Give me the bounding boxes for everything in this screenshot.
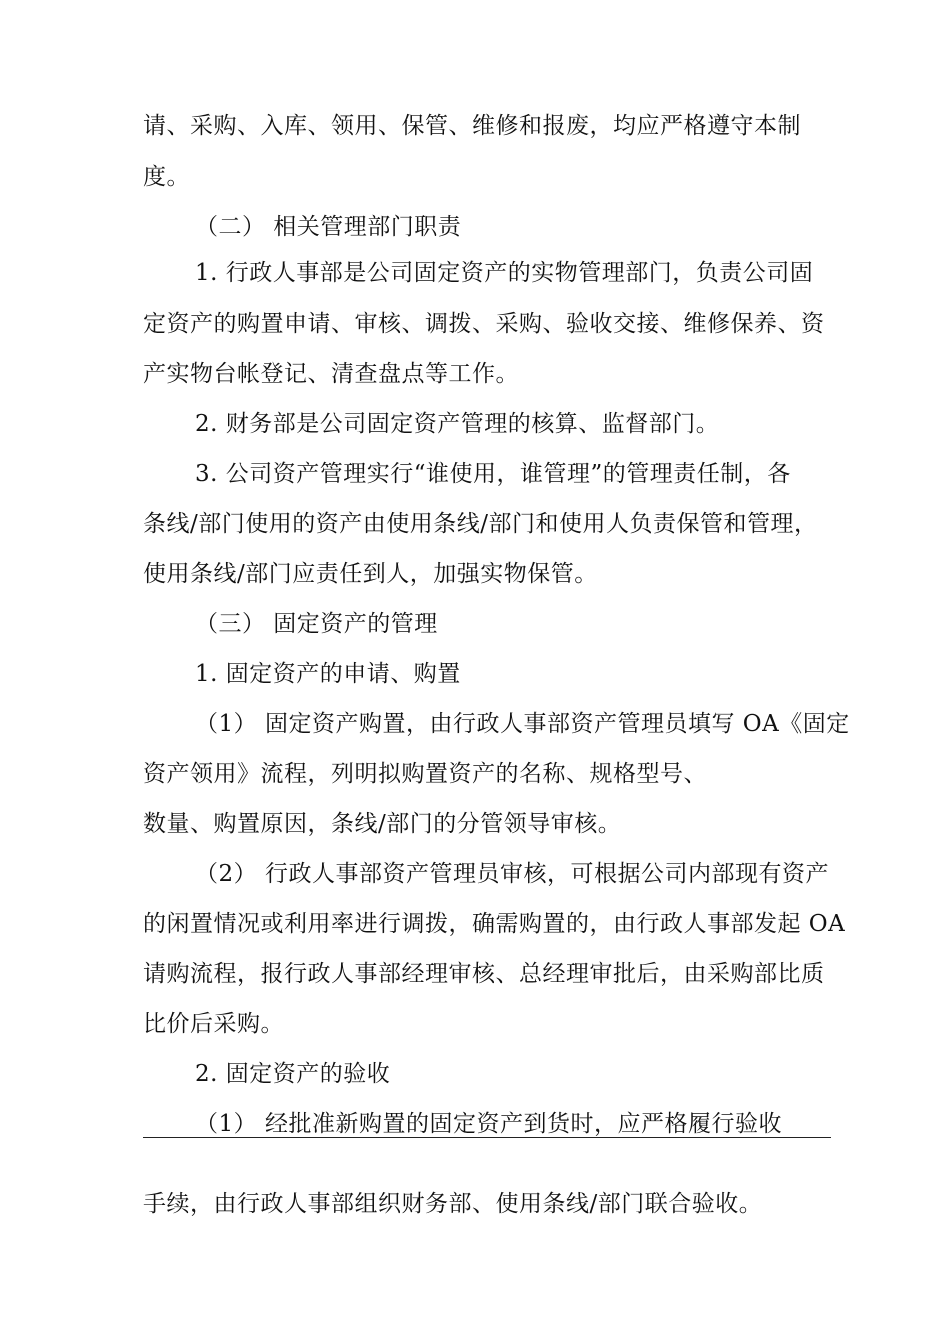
text-line: 的闲置情况或利用率进行调拨，确需购置的，由行政人事部发起 OA [143, 911, 846, 937]
subsection-heading: 1. 固定资产的申请、购置 [195, 661, 461, 687]
text-line: （2） 行政人事部资产管理员审核，可根据公司内部现有资产 [195, 861, 829, 887]
text-line: 使用条线/部门应责任到人，加强实物保管。 [143, 561, 598, 587]
page-divider [143, 1137, 831, 1138]
text-line: 请购流程，报行政人事部经理审核、总经理审批后，由采购部比质 [143, 961, 825, 987]
subsection-heading: 2. 固定资产的验收 [195, 1061, 391, 1087]
text-line: 请、采购、入库、领用、保管、维修和报废，均应严格遵守本制 [143, 113, 801, 139]
text-line: 定资产的购置申请、审核、调拨、采购、验收交接、维修保养、资 [143, 311, 825, 337]
text-line: （1） 经批准新购置的固定资产到货时，应严格履行验收 [195, 1111, 782, 1137]
text-line: 手续，由行政人事部组织财务部、使用条线/部门联合验收。 [143, 1191, 763, 1217]
text-line: 3. 公司资产管理实行“谁使用，谁管理”的管理责任制，各 [195, 461, 791, 487]
text-line: 条线/部门使用的资产由使用条线/部门和使用人负责保管和管理， [143, 511, 818, 537]
section-heading: （三） 固定资产的管理 [195, 611, 438, 637]
text-line: 度。 [143, 164, 190, 190]
text-line: 数量、购置原因，条线/部门的分管领导审核。 [143, 811, 622, 837]
text-line: 资产领用》流程，列明拟购置资产的名称、规格型号、 [143, 761, 707, 787]
section-heading: （二） 相关管理部门职责 [195, 214, 462, 240]
text-line: 产实物台帐登记、清查盘点等工作。 [143, 361, 519, 387]
text-line: 2. 财务部是公司固定资产管理的核算、监督部门。 [195, 411, 720, 437]
text-line: 比价后采购。 [143, 1011, 284, 1037]
text-line: （1） 固定资产购置，由行政人事部资产管理员填写 OA《固定 [195, 711, 850, 737]
text-line: 1. 行政人事部是公司固定资产的实物管理部门，负责公司固 [195, 260, 814, 286]
